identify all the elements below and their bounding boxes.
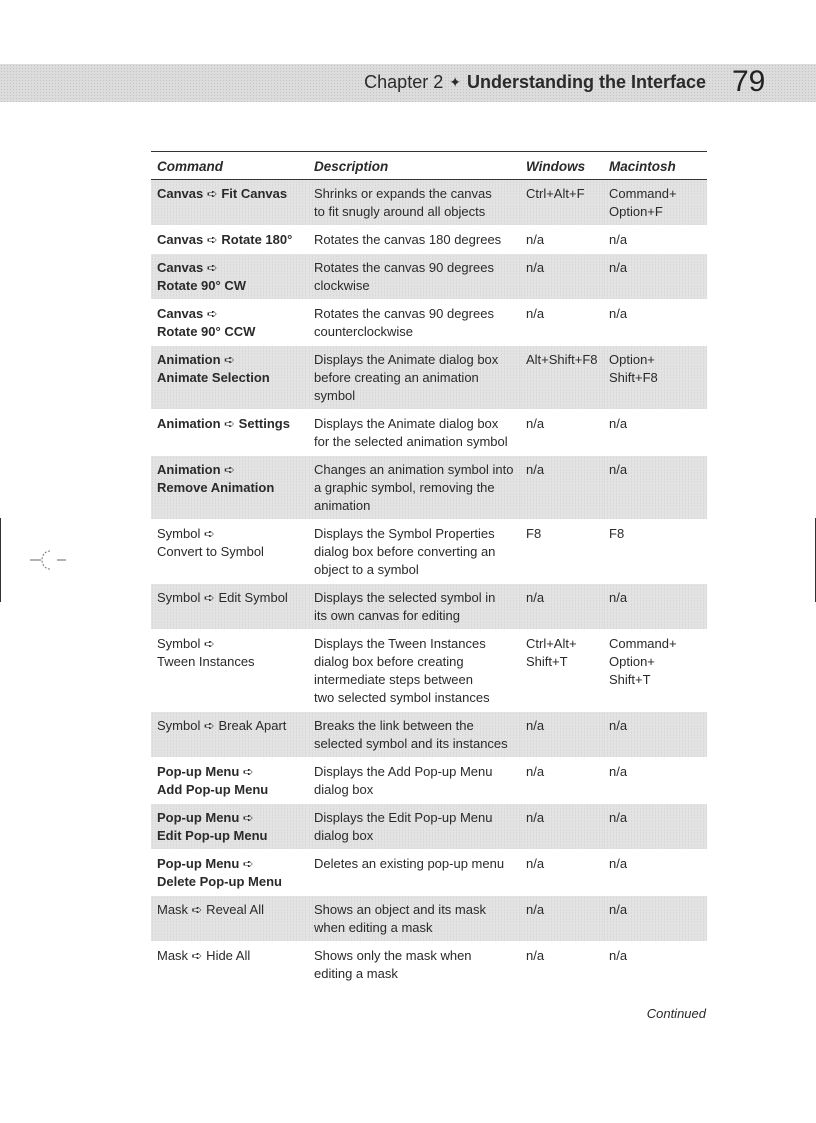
diamond-separator-icon: ✦	[449, 74, 461, 90]
description-cell-text: Rotates the canvas 90 degrees clockwise	[314, 260, 494, 293]
column-header-command: Command	[151, 152, 308, 180]
description-cell	[308, 226, 520, 254]
command-cell-text: Canvas ➪ Rotate 90° CW	[157, 260, 246, 293]
command-cell	[151, 804, 308, 850]
description-cell-text: Displays the Animate dialog box before creating an animation symbol	[314, 352, 499, 403]
mac-shortcut-cell	[603, 804, 707, 850]
command-cell	[151, 300, 308, 346]
windows-shortcut-cell-text: n/a	[526, 948, 545, 963]
mac-shortcut-cell	[603, 942, 707, 988]
description-cell-text: Displays the Edit Pop-up Menu dialog box	[314, 810, 493, 843]
mac-shortcut-cell-text: n/a	[609, 856, 628, 871]
command-cell-text: Mask ➪ Hide All	[157, 948, 251, 963]
windows-shortcut-cell-text: Ctrl+Alt+F	[526, 186, 585, 201]
command-cell	[151, 346, 308, 410]
table-row	[151, 300, 707, 346]
command-cell-text: Pop-up Menu ➪ Add Pop-up Menu	[157, 764, 269, 797]
description-cell-text: Shows only the mask when editing a mask	[314, 948, 472, 981]
windows-shortcut-cell	[520, 226, 603, 254]
command-cell-text: Animation ➪ Settings	[157, 416, 290, 431]
description-cell-text: Shows an object and its mask when editing a mask	[314, 902, 486, 935]
table-row	[151, 346, 707, 410]
description-cell-text: Rotates the canvas 90 degrees counterclockwise	[314, 306, 494, 339]
registration-mark-icon	[28, 548, 68, 570]
command-cell-text: Canvas ➪ Fit Canvas	[157, 186, 288, 201]
table-row	[151, 456, 707, 520]
windows-shortcut-cell-text: n/a	[526, 590, 545, 605]
mac-shortcut-cell-text: Option+ Shift+F8	[609, 352, 658, 385]
windows-shortcut-cell	[520, 584, 603, 630]
windows-shortcut-cell-text: n/a	[526, 260, 545, 275]
command-cell-text: Symbol ➪ Convert to Symbol	[157, 526, 264, 559]
table-row	[151, 896, 707, 942]
mac-shortcut-cell-text: n/a	[609, 948, 628, 963]
description-cell	[308, 254, 520, 300]
windows-shortcut-cell	[520, 410, 603, 456]
windows-shortcut-cell-text: n/a	[526, 810, 545, 825]
description-cell-text: Displays the selected symbol in its own canvas for editing	[314, 590, 496, 623]
table-row	[151, 712, 707, 758]
table-row	[151, 758, 707, 804]
description-cell	[308, 896, 520, 942]
mac-shortcut-cell-text: Command+ Option+ Shift+T	[609, 636, 677, 687]
table-row	[151, 180, 707, 226]
windows-shortcut-cell-text: n/a	[526, 232, 545, 247]
mac-shortcut-cell-text: n/a	[609, 590, 628, 605]
command-cell-text: Canvas ➪ Rotate 180°	[157, 232, 293, 247]
command-cell	[151, 896, 308, 942]
windows-shortcut-cell-text: Alt+Shift+F8	[526, 352, 598, 367]
command-cell	[151, 712, 308, 758]
table-body	[151, 180, 707, 988]
chapter-label: Chapter 2	[364, 72, 444, 92]
windows-shortcut-cell	[520, 254, 603, 300]
description-cell-text: Deletes an existing pop-up menu	[314, 856, 505, 871]
command-cell	[151, 410, 308, 456]
description-cell-text: Rotates the canvas 180 degrees	[314, 232, 502, 247]
column-header-macintosh: Macintosh	[603, 152, 707, 180]
commands-table	[151, 151, 707, 988]
mac-shortcut-cell-text: n/a	[609, 810, 628, 825]
windows-shortcut-cell-text: n/a	[526, 856, 545, 871]
command-cell-text: Mask ➪ Reveal All	[157, 902, 264, 917]
windows-shortcut-cell	[520, 804, 603, 850]
command-cell-text: Symbol ➪ Edit Symbol	[157, 590, 288, 605]
description-cell-text: Displays the Symbol Properties dialog box before converting an object to a symbol	[314, 526, 496, 577]
windows-shortcut-cell	[520, 896, 603, 942]
description-cell	[308, 942, 520, 988]
windows-shortcut-cell	[520, 520, 603, 584]
description-cell	[308, 456, 520, 520]
windows-shortcut-cell	[520, 346, 603, 410]
mac-shortcut-cell-text: n/a	[609, 902, 628, 917]
command-cell	[151, 584, 308, 630]
description-cell-text: Shrinks or expands the canvas to fit snugly around all objects	[314, 186, 492, 219]
command-cell	[151, 226, 308, 254]
command-cell-text: Canvas ➪ Rotate 90° CCW	[157, 306, 256, 339]
description-cell	[308, 300, 520, 346]
description-cell-text: Changes an animation symbol into a graphic symbol, removing the animation	[314, 462, 514, 513]
command-cell-text: Symbol ➪ Tween Instances	[157, 636, 255, 669]
command-cell	[151, 520, 308, 584]
description-cell	[308, 712, 520, 758]
description-cell	[308, 758, 520, 804]
windows-shortcut-cell-text: n/a	[526, 902, 545, 917]
table-row	[151, 942, 707, 988]
windows-shortcut-cell	[520, 456, 603, 520]
description-cell	[308, 804, 520, 850]
mac-shortcut-cell	[603, 630, 707, 712]
description-cell	[308, 520, 520, 584]
table-row	[151, 584, 707, 630]
description-cell	[308, 180, 520, 226]
mac-shortcut-cell-text: n/a	[609, 462, 628, 477]
crop-mark-left	[0, 518, 1, 602]
mac-shortcut-cell-text: n/a	[609, 306, 628, 321]
windows-shortcut-cell	[520, 712, 603, 758]
mac-shortcut-cell	[603, 850, 707, 896]
mac-shortcut-cell	[603, 584, 707, 630]
windows-shortcut-cell-text: n/a	[526, 416, 545, 431]
windows-shortcut-cell-text: n/a	[526, 306, 545, 321]
table-row	[151, 226, 707, 254]
description-cell	[308, 630, 520, 712]
command-cell	[151, 850, 308, 896]
description-cell	[308, 410, 520, 456]
windows-shortcut-cell	[520, 758, 603, 804]
command-cell-text: Symbol ➪ Break Apart	[157, 718, 287, 733]
command-cell	[151, 456, 308, 520]
mac-shortcut-cell	[603, 254, 707, 300]
description-cell-text: Displays the Add Pop-up Menu dialog box	[314, 764, 493, 797]
page-number: 79	[732, 65, 766, 98]
description-cell	[308, 850, 520, 896]
mac-shortcut-cell	[603, 758, 707, 804]
command-cell-text: Animation ➪ Animate Selection	[157, 352, 270, 385]
command-cell	[151, 180, 308, 226]
description-cell-text: Displays the Animate dialog box for the selected animation symbol	[314, 416, 508, 449]
table-row	[151, 850, 707, 896]
mac-shortcut-cell	[603, 180, 707, 226]
mac-shortcut-cell-text: n/a	[609, 764, 628, 779]
windows-shortcut-cell	[520, 300, 603, 346]
mac-shortcut-cell	[603, 712, 707, 758]
command-cell	[151, 254, 308, 300]
table-row	[151, 254, 707, 300]
table-row	[151, 630, 707, 712]
mac-shortcut-cell	[603, 226, 707, 254]
windows-shortcut-cell	[520, 850, 603, 896]
command-cell	[151, 758, 308, 804]
continued-label: Continued	[646, 1006, 706, 1021]
table-row	[151, 520, 707, 584]
mac-shortcut-cell	[603, 456, 707, 520]
table-row	[151, 804, 707, 850]
description-cell	[308, 346, 520, 410]
windows-shortcut-cell	[520, 942, 603, 988]
table-row	[151, 410, 707, 456]
command-cell-text: Pop-up Menu ➪ Delete Pop-up Menu	[157, 856, 282, 889]
mac-shortcut-cell-text: Command+ Option+F	[609, 186, 677, 219]
mac-shortcut-cell-text: F8	[609, 526, 625, 541]
mac-shortcut-cell	[603, 300, 707, 346]
column-header-description: Description	[308, 152, 520, 180]
section-title: Understanding the Interface	[466, 72, 706, 92]
windows-shortcut-cell-text: F8	[526, 526, 542, 541]
description-cell-text: Breaks the link between the selected symbol and its instances	[314, 718, 508, 751]
mac-shortcut-cell	[603, 896, 707, 942]
column-header-windows: Windows	[520, 152, 603, 180]
mac-shortcut-cell-text: n/a	[609, 416, 628, 431]
windows-shortcut-cell	[520, 630, 603, 712]
command-cell-text: Animation ➪ Remove Animation	[157, 462, 275, 495]
windows-shortcut-cell-text: Ctrl+Alt+ Shift+T	[526, 636, 577, 669]
running-head	[364, 70, 706, 94]
description-cell-text: Displays the Tween Instances dialog box before creating intermediate steps between two selected symbol instances	[314, 636, 490, 705]
command-cell	[151, 942, 308, 988]
mac-shortcut-cell-text: n/a	[609, 232, 628, 247]
windows-shortcut-cell-text: n/a	[526, 718, 545, 733]
command-cell	[151, 630, 308, 712]
windows-shortcut-cell-text: n/a	[526, 462, 545, 477]
mac-shortcut-cell-text: n/a	[609, 718, 628, 733]
table-header-row	[151, 152, 707, 180]
mac-shortcut-cell	[603, 410, 707, 456]
mac-shortcut-cell-text: n/a	[609, 260, 628, 275]
mac-shortcut-cell	[603, 346, 707, 410]
windows-shortcut-cell	[520, 180, 603, 226]
windows-shortcut-cell-text: n/a	[526, 764, 545, 779]
mac-shortcut-cell	[603, 520, 707, 584]
command-cell-text: Pop-up Menu ➪ Edit Pop-up Menu	[157, 810, 268, 843]
description-cell	[308, 584, 520, 630]
